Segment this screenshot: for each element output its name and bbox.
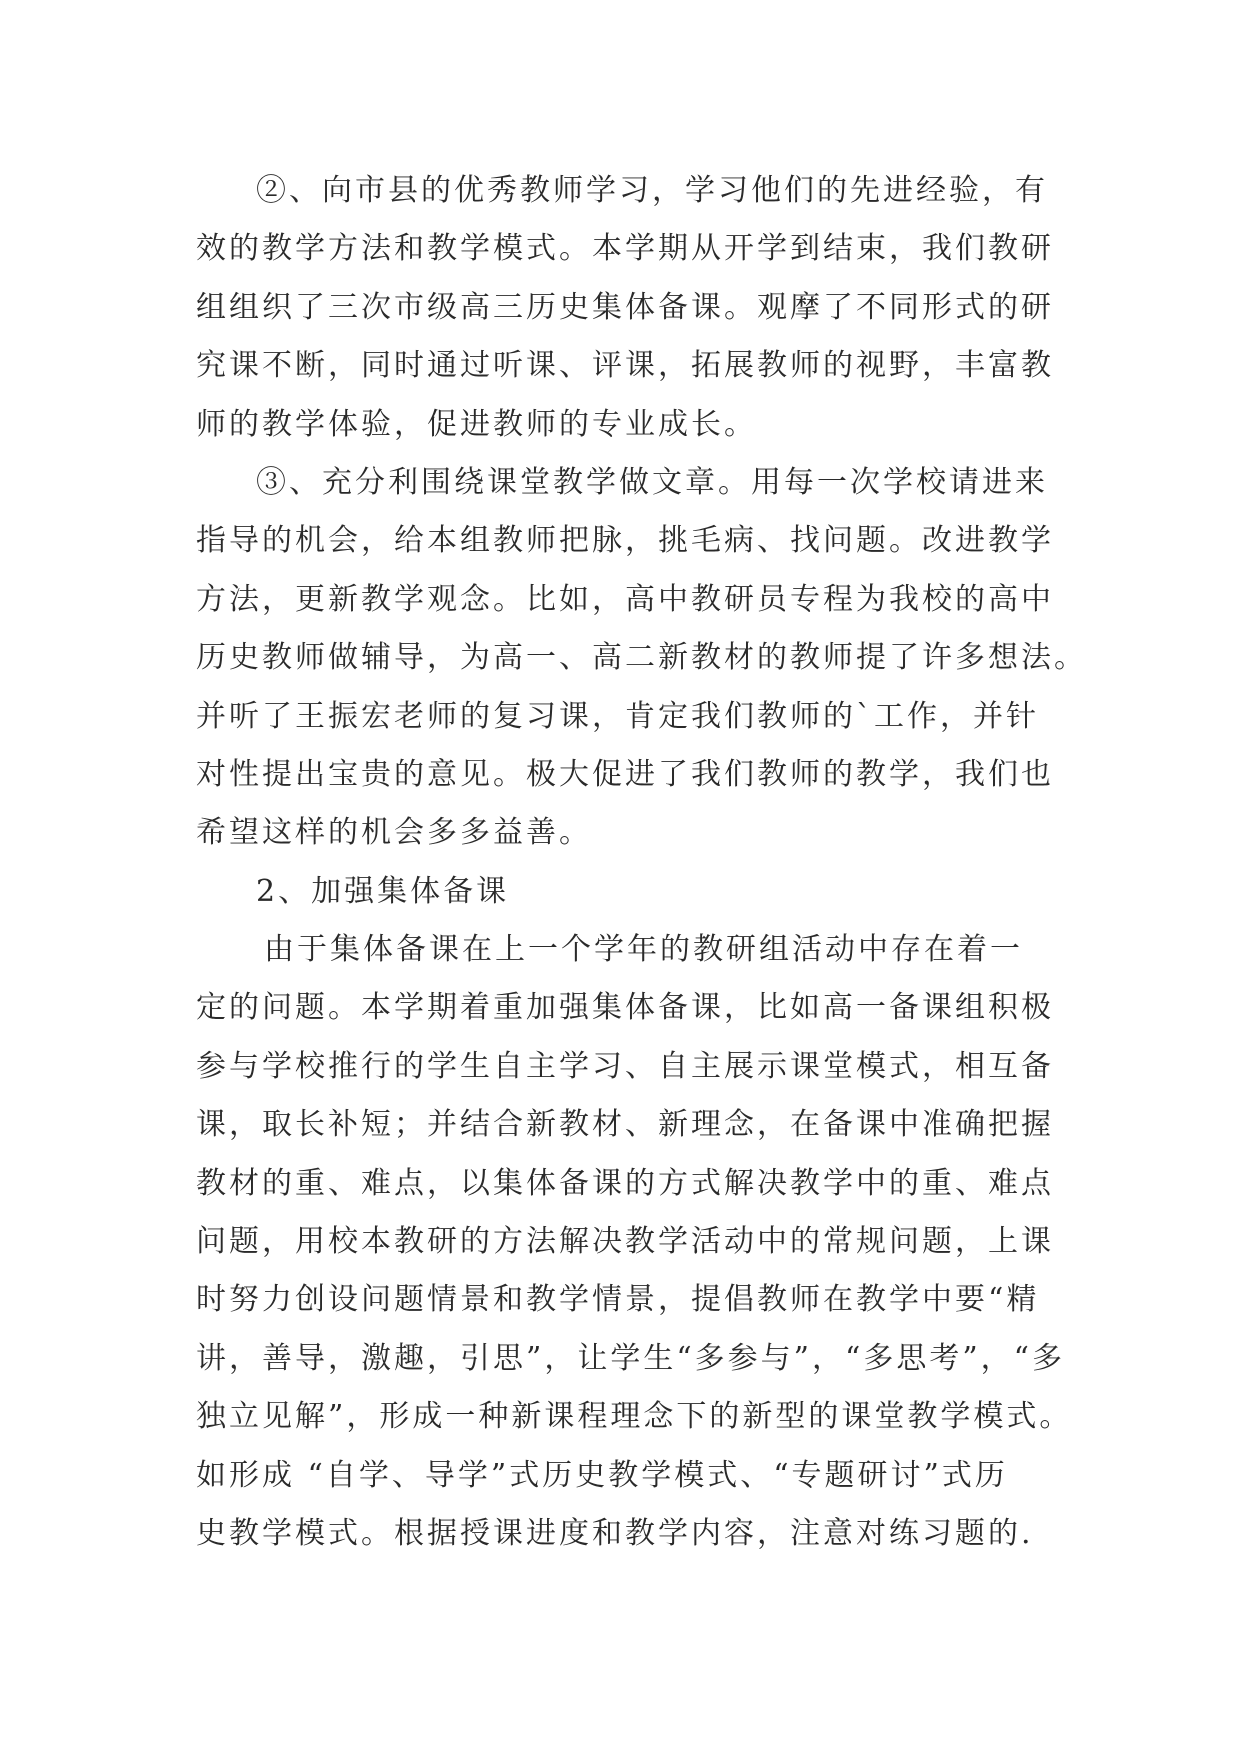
paragraph-line: 指导的机会，给本组教师把脉，挑毛病、找问题。改进教学 — [196, 523, 1054, 559]
paragraph-line: 讲，善导，激趣，引思”，让学生“多参与”，“多思考”，“多 — [196, 1340, 1066, 1376]
paragraph-line: 定的问题。本学期着重加强集体备课，比如高一备课组积极 — [196, 990, 1054, 1026]
paragraph-line: 时努力创设问题情景和教学情景，提倡教师在教学中要“精 — [196, 1282, 1040, 1318]
paragraph-line: 由于集体备课在上一个学年的教研组活动中存在着一 — [264, 932, 1023, 968]
paragraph-line: 独立见解”，形成一种新课程理念下的新型的课堂教学模式。 — [196, 1399, 1073, 1435]
paragraph-line: ③、充分利围绕课堂教学做文章。用每一次学校请进来 — [256, 464, 1048, 500]
paragraph-line: 历史教师做辅导，为高一、高二新教材的教师提了许多想法。 — [196, 640, 1087, 676]
paragraph-line: 效的教学方法和教学模式。本学期从开学到结束，我们教研 — [196, 231, 1054, 267]
paragraph-line: 课，取长补短；并结合新教材、新理念，在备课中准确把握 — [196, 1107, 1054, 1143]
paragraph-line: 师的教学体验，促进教师的专业成长。 — [196, 406, 757, 442]
paragraph-line: 史教学模式。根据授课进度和教学内容，注意对练习题的. — [196, 1515, 1034, 1551]
paragraph-line: 究课不断，同时通过听课、评课，拓展教师的视野，丰富教 — [196, 348, 1054, 384]
paragraph-line: 组组织了三次市级高三历史集体备课。观摩了不同形式的研 — [196, 289, 1054, 325]
paragraph-line: 希望这样的机会多多益善。 — [196, 815, 592, 851]
paragraph-line: ②、向市县的优秀教师学习，学习他们的先进经验，有 — [256, 173, 1048, 208]
section-heading: 2、加强集体备课 — [256, 873, 510, 909]
paragraph-line: 问题，用校本教研的方法解决教学活动中的常规问题，上课 — [196, 1224, 1054, 1260]
paragraph-line: 方法，更新教学观念。比如，高中教研员专程为我校的高中 — [196, 581, 1054, 617]
paragraph-line: 参与学校推行的学生自主学习、自主展示课堂模式，相互备 — [196, 1048, 1054, 1084]
paragraph-line: 对性提出宝贵的意见。极大促进了我们教师的教学，我们也 — [196, 756, 1054, 792]
document-body — [196, 162, 1087, 1563]
paragraph-line: 教材的重、难点，以集体备课的方式解决教学中的重、难点 — [196, 1165, 1054, 1201]
paragraph-line: 并听了王振宏老师的复习课，肯定我们教师的`工作，并针 — [196, 698, 1039, 734]
paragraph-line: 如形成 “自学、导学”式历史教学模式、“专题研讨”式历 — [196, 1457, 1008, 1493]
